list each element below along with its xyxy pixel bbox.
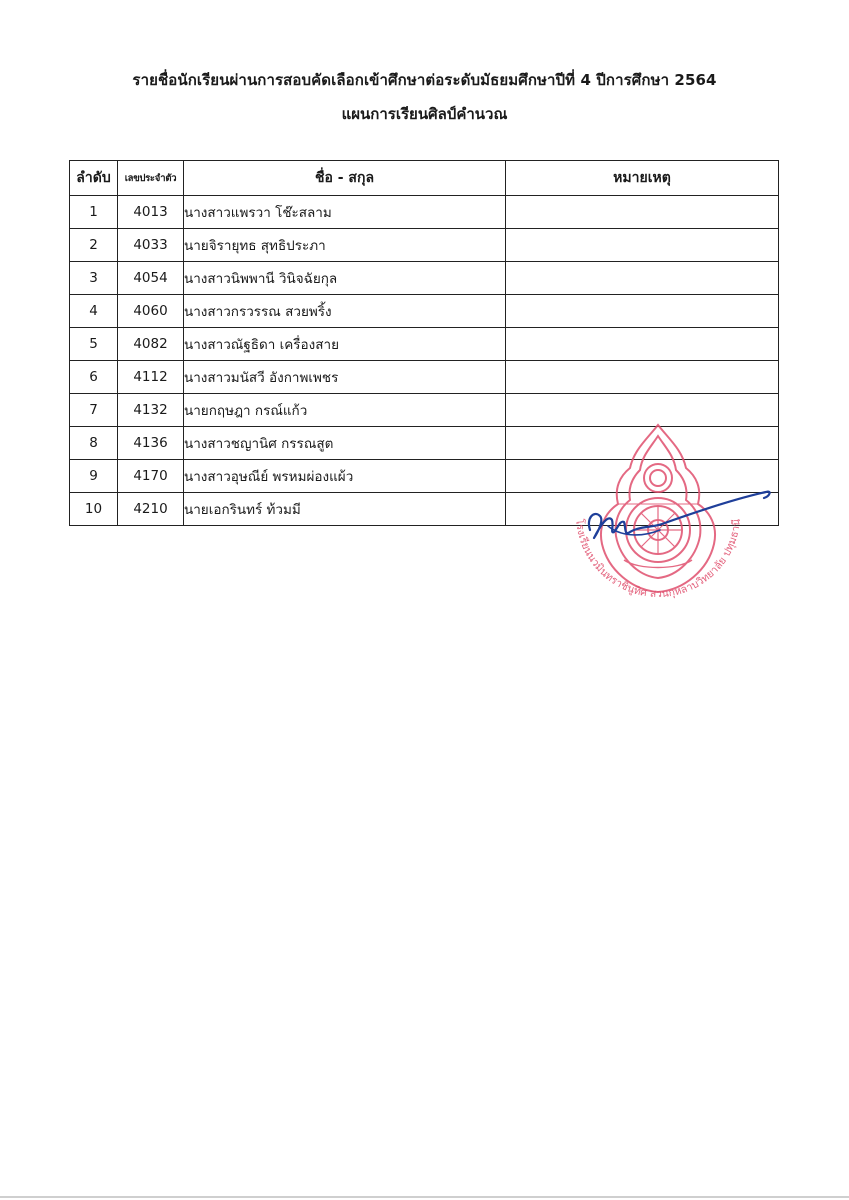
header-student-id: เลขประจำตัว bbox=[118, 161, 184, 196]
row-name: นายเอกรินทร์ ท้วมมี bbox=[184, 493, 506, 526]
row-name: นางสาวมนัสวี อังกาพเพชร bbox=[184, 361, 506, 394]
row-remark bbox=[506, 262, 779, 295]
row-name: นางสาวอุษณีย์ พรหมผ่องแผ้ว bbox=[184, 460, 506, 493]
table-row bbox=[70, 196, 779, 229]
row-name: นางสาวนิพพานี วินิจฉัยกุล bbox=[184, 262, 506, 295]
page-subtitle: แผนการเรียนศิลป์คำนวณ bbox=[341, 105, 508, 123]
row-student-id: 4054 bbox=[118, 262, 184, 295]
header-remark: หมายเหตุ bbox=[506, 161, 779, 196]
row-no: 8 bbox=[70, 427, 118, 460]
row-no: 7 bbox=[70, 394, 118, 427]
row-remark bbox=[506, 229, 779, 262]
header-no: ลำดับ bbox=[70, 161, 118, 196]
row-name: นางสาวแพรวา โช๊ะสลาม bbox=[184, 196, 506, 229]
row-no: 9 bbox=[70, 460, 118, 493]
row-no: 1 bbox=[70, 196, 118, 229]
row-student-id: 4136 bbox=[118, 427, 184, 460]
row-student-id: 4033 bbox=[118, 229, 184, 262]
signature bbox=[580, 480, 780, 550]
row-name: นางสาวกรวรรณ สวยพริ้ง bbox=[184, 295, 506, 328]
row-no: 10 bbox=[70, 493, 118, 526]
row-remark bbox=[506, 328, 779, 361]
row-student-id: 4170 bbox=[118, 460, 184, 493]
row-name: นางสาวณัฐธิดา เครื่องสาย bbox=[184, 328, 506, 361]
row-student-id: 4013 bbox=[118, 196, 184, 229]
row-remark bbox=[506, 361, 779, 394]
row-no: 2 bbox=[70, 229, 118, 262]
row-no: 4 bbox=[70, 295, 118, 328]
table-row bbox=[70, 361, 779, 394]
row-student-id: 4132 bbox=[118, 394, 184, 427]
table-row bbox=[70, 229, 779, 262]
row-name: นางสาวชญานิศ กรรณสูต bbox=[184, 427, 506, 460]
row-name: นายจิรายุทธ สุทธิประภา bbox=[184, 229, 506, 262]
row-student-id: 4082 bbox=[118, 328, 184, 361]
table-row bbox=[70, 328, 779, 361]
row-student-id: 4112 bbox=[118, 361, 184, 394]
row-remark bbox=[506, 295, 779, 328]
table-row bbox=[70, 295, 779, 328]
row-no: 3 bbox=[70, 262, 118, 295]
row-remark bbox=[506, 196, 779, 229]
header-name: ชื่อ - สกุล bbox=[184, 161, 506, 196]
page-bottom-edge bbox=[0, 1196, 849, 1198]
row-student-id: 4060 bbox=[118, 295, 184, 328]
table-header-row bbox=[70, 161, 779, 196]
row-no: 6 bbox=[70, 361, 118, 394]
seal-text: โรงเรียนนวมินทราชินูทิศ สวนกุหลาบวิทยาลัย ปทุมธานี bbox=[573, 518, 743, 601]
row-student-id: 4210 bbox=[118, 493, 184, 526]
page-title: รายชื่อนักเรียนผ่านการสอบคัดเลือกเข้าศึกษาต่อระดับมัธยมศึกษาปีที่ 4 ปีการศึกษา 2564 bbox=[132, 71, 717, 89]
table-row bbox=[70, 262, 779, 295]
row-no: 5 bbox=[70, 328, 118, 361]
row-name: นายกฤษฎา กรณ์แก้ว bbox=[184, 394, 506, 427]
